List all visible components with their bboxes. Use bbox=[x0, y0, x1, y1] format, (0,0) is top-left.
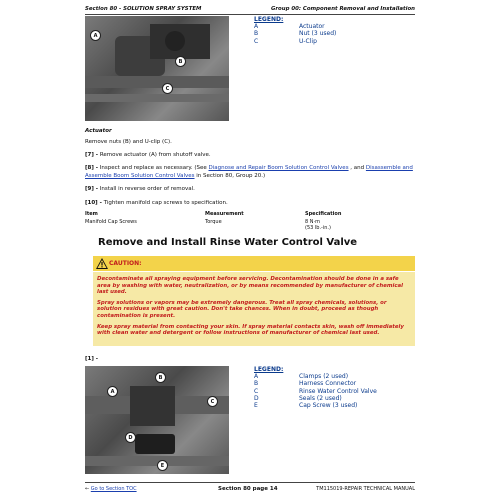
manual-title: TM115019-REPAIR TECHNICAL MANUAL bbox=[316, 486, 415, 492]
figure-caption: Actuator bbox=[85, 128, 112, 134]
footer-rule bbox=[85, 482, 415, 483]
column-header: Measurement bbox=[205, 211, 244, 217]
actuator-illustration bbox=[85, 16, 229, 121]
caution-paragraph: Keep spray material from contacting your skin. If spray material contacts skin, wash off immediately with clean water and detergent or follow instructions of manufacturer of chemical last used. bbox=[97, 323, 404, 337]
step-text: Tighten manifold cap screws to specification. bbox=[103, 200, 228, 206]
step-number: [9] - bbox=[85, 186, 99, 192]
legend-key: E bbox=[254, 402, 258, 410]
legend-value: Clamps (2 used) bbox=[299, 373, 349, 381]
legend-key: A bbox=[254, 373, 259, 381]
caution-label: CAUTION: bbox=[109, 260, 142, 267]
legend-key: B bbox=[254, 30, 259, 38]
legend-value: Nut (3 used) bbox=[299, 30, 337, 38]
legend-key: B bbox=[254, 380, 259, 388]
step-9 bbox=[85, 185, 195, 193]
table-row bbox=[85, 218, 415, 232]
caution-paragraph: Spray solutions or vapors may be extremely dangerous. Treat all spray chemicals, solutions, or solution residues with great caution. Don't take chances. When in doubt, proceed as though contamination is present. bbox=[97, 299, 387, 319]
step-number: [8] - bbox=[85, 165, 99, 171]
toc-link[interactable]: Go to Section TOC bbox=[90, 486, 137, 492]
step-8 bbox=[85, 164, 415, 180]
callout-b: B bbox=[155, 372, 166, 383]
diagnose-link[interactable]: Diagnose and Repair Boom Solution Control Valves bbox=[208, 165, 349, 171]
legend-key: C bbox=[254, 37, 259, 45]
header-group: Group 00: Component Removal and Installation bbox=[270, 6, 415, 12]
step-text: in Section 80, Group 20.) bbox=[194, 173, 266, 179]
table-header-row bbox=[85, 210, 415, 218]
step-text: Remove actuator (A) from shutoff valve. bbox=[99, 152, 211, 158]
legend-key: A bbox=[254, 23, 259, 31]
step-text: Inspect and replace as necessary. (See bbox=[99, 165, 209, 171]
spec-table bbox=[85, 210, 415, 232]
legend-value: Cap Screw (3 used) bbox=[299, 402, 358, 410]
legend-value: U-Clip bbox=[299, 37, 317, 45]
table-cell bbox=[305, 218, 415, 232]
callout-a: A bbox=[90, 30, 101, 41]
callout-c: C bbox=[207, 396, 218, 407]
legend-title: LEGEND: bbox=[254, 16, 284, 23]
table-cell: Manifold Cap Screws bbox=[85, 219, 137, 225]
step-text: , and bbox=[348, 165, 366, 171]
legend-1 bbox=[254, 16, 336, 45]
rinse-valve-photo bbox=[85, 366, 229, 474]
legend-value: Harness Connector bbox=[299, 380, 357, 388]
spec-value: 8 N·m bbox=[305, 219, 320, 225]
legend-key: C bbox=[254, 387, 259, 395]
step-text: Install in reverse order of removal. bbox=[99, 186, 195, 192]
back-arrow-icon: ← bbox=[85, 486, 90, 492]
caution-paragraph: Decontaminate all spraying equipment before servicing. Decontamination should be done in a safe area by washing with water, neutralization, or by means recommended by manufacturer of chemical last used. bbox=[97, 276, 404, 296]
warning-icon bbox=[96, 258, 108, 269]
caution-body bbox=[93, 272, 415, 346]
actuator-photo bbox=[85, 16, 229, 121]
step-7 bbox=[85, 151, 211, 159]
callout-e: E bbox=[157, 460, 168, 471]
header-section: Section 80 - SOLUTION SPRAY SYSTEM bbox=[85, 6, 202, 12]
table-cell: Torque bbox=[205, 219, 222, 225]
step-1: [1] - bbox=[85, 356, 99, 362]
column-header: Specification bbox=[305, 211, 342, 217]
legend-value: Rinse Water Control Valve bbox=[299, 387, 377, 395]
step-10 bbox=[85, 199, 228, 207]
step-number: [10] - bbox=[85, 200, 102, 206]
legend-value: Seals (2 used) bbox=[299, 394, 342, 402]
section-title: Remove and Install Rinse Water Control Valve bbox=[98, 237, 358, 248]
column-header: Item bbox=[85, 211, 98, 217]
legend-2 bbox=[254, 366, 377, 409]
spec-value: (53 lb.-in.) bbox=[305, 225, 331, 231]
callout-a: A bbox=[107, 386, 118, 397]
page-number: Section 80 page 14 bbox=[218, 486, 278, 492]
header-rule bbox=[85, 14, 415, 15]
callout-d: D bbox=[125, 432, 136, 443]
step-number: [7] - bbox=[85, 152, 99, 158]
footer-toc[interactable] bbox=[85, 486, 137, 492]
step-text: Remove nuts (B) and U-clip (C). bbox=[85, 139, 172, 145]
callout-c: C bbox=[162, 83, 173, 94]
callout-b: B bbox=[175, 56, 186, 67]
legend-value: Actuator bbox=[299, 23, 325, 31]
disassemble-link[interactable]: Disassemble and Assemble Boom Solution Control Valves bbox=[85, 165, 413, 179]
legend-key: D bbox=[254, 394, 259, 402]
legend-title: LEGEND: bbox=[254, 366, 284, 373]
caution-header bbox=[93, 256, 415, 271]
